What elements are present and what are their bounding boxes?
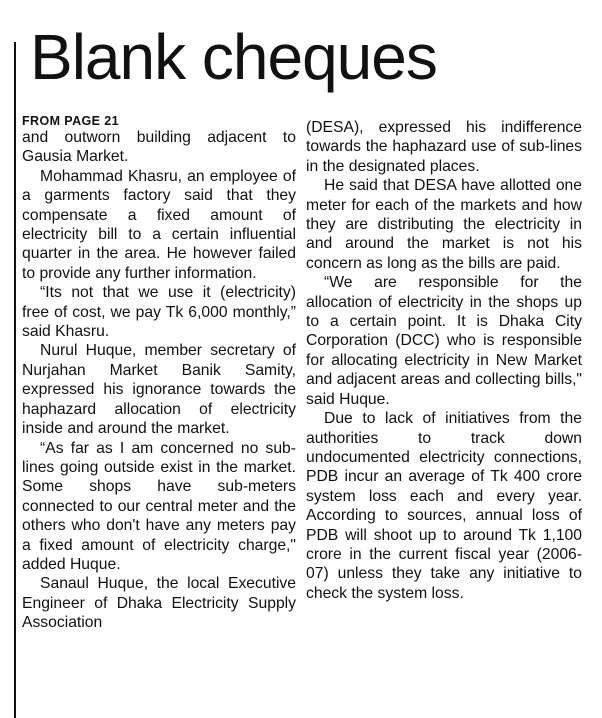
paragraph: Nurul Huque, member secretary of Nurjahan Market Banik Samity, expressed his ignorance towards the haphazard allocation of electricity inside and around the market. [22,342,296,438]
paragraph: “Its not that we use it (electricity) free of cost, we pay Tk 6,000 monthly,” said Khasru. [22,284,296,341]
headline: Blank cheques [30,21,437,93]
column-rule [14,42,16,718]
paragraph: He said that DESA have allotted one meter for each of the markets and how they are distributing the electricity in and around the market is not his concern as long as the bills are paid. [306,177,582,272]
paragraph: “We are responsible for the allocation of electricity in the shops up to a certain point. It is Dhaka City Corporation (DCC) who is responsible for allocating electricity in New Market and adjacent areas and collecting bills," said Huque. [306,274,582,408]
paragraph: “As far as I am concerned no sub-lines going outside exist in the market. Some shops have sub-meters connected to our central meter and the others who don't have any meters pay a fixed amount of electricity charge," added Huque. [22,439,296,573]
paragraph: Mohammad Khasru, an employee of a garments factory said that they compensate a fixed amount of electricity bill to a certain influential quarter in the area. He however failed to provide any further information. [22,167,296,282]
paragraph: Due to lack of initiatives from the authorities to track down undocumented electricity connections, PDB incur an average of Tk 400 crore system loss each and every year. According to sources, annual loss of PDB will shoot up to around Tk 1,100 crore in the current fiscal year (2006-07) unless they take any initiative to check the system loss. [306,410,582,602]
paragraph: and outworn building adjacent to Gausia Market. [22,129,296,166]
left-column [22,114,296,633]
paragraph: (DESA), expressed his indifference towards the haphazard use of sub-lines in the designated places. [306,119,582,175]
continued-from-kicker: FROM PAGE 21 [22,114,119,128]
paragraph: Sanaul Huque, the local Executive Engineer of Dhaka Electricity Supply Association [22,575,296,632]
right-column [306,118,582,603]
